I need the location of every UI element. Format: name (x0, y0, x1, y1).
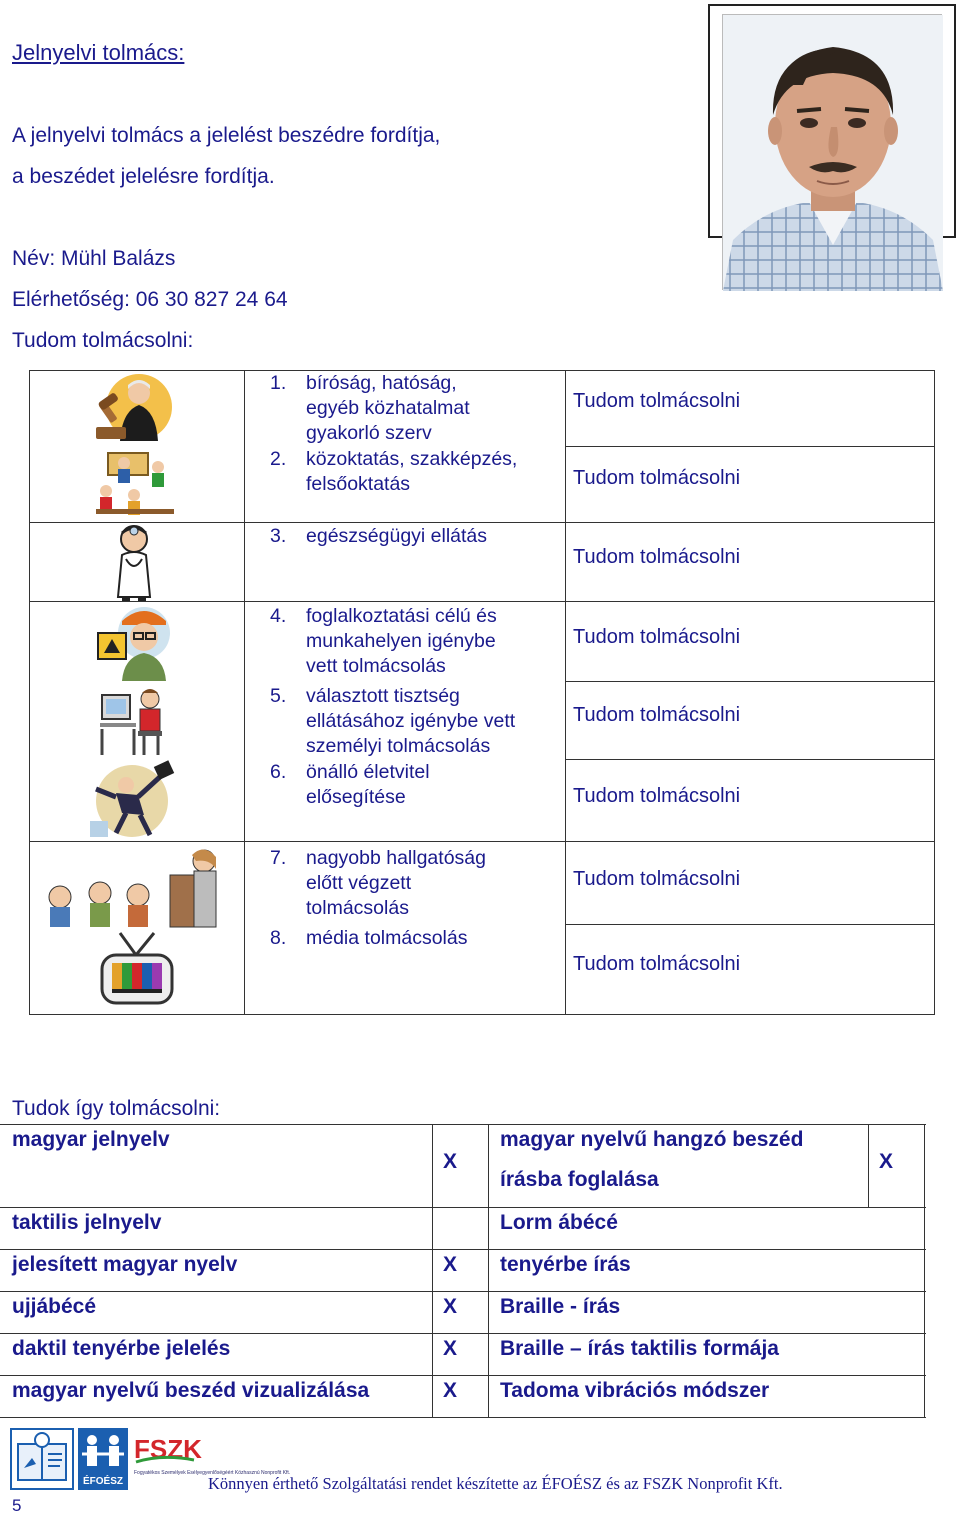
page-heading: Jelnyelvi tolmács: (12, 40, 185, 65)
intro-line-2: a beszédet jelelésre fordítja. (12, 165, 275, 188)
method-left-1: magyar jelnyelv (12, 1128, 170, 1151)
method-right-3: tenyérbe írás (500, 1253, 631, 1276)
interpreter-phone: Elérhetőség: 06 30 827 24 64 (12, 288, 288, 311)
fszk-logo-subtitle: Fogyatékos Személyek Esélyegyenlőségéért Közhasznú Nonprofit Kft. (134, 1470, 291, 1476)
method-right-4: Braille - írás (500, 1295, 621, 1318)
page-number: 5 (12, 1496, 22, 1515)
intro-line-1: A jelnyelvi tolmács a jelelést beszédre fordítja, (12, 124, 441, 147)
methods-title: Tudok így tolmácsolni: (12, 1097, 221, 1120)
doctor-icon (106, 523, 162, 606)
method-right-mark-1: X (879, 1150, 894, 1173)
jumping-man-icon (86, 759, 184, 846)
computer-user-icon (98, 683, 170, 764)
service-status-1: Tudom tolmácsolni (573, 390, 741, 412)
method-right-1-line-2: írásba foglalása (500, 1168, 659, 1191)
methods-table (0, 1124, 926, 1418)
judge-icon (94, 371, 176, 452)
service-status-3: Tudom tolmácsolni (573, 546, 741, 568)
easy-read-logo (10, 1428, 74, 1495)
method-right-6: Tadoma vibrációs módszer (500, 1379, 770, 1402)
audience-icon (46, 847, 222, 932)
tv-icon (98, 929, 176, 1014)
classroom-icon (94, 447, 176, 524)
footer-credit: Könnyen érthető Szolgáltatási rendet készítette az ÉFOÉSZ és az FSZK Nonprofit Kft. (208, 1474, 783, 1493)
fszk-logo-text: FSZK (134, 1434, 202, 1464)
service-status-4: Tudom tolmácsolni (573, 626, 741, 648)
method-left-mark-3: X (443, 1253, 458, 1276)
service-status-5: Tudom tolmácsolni (573, 704, 741, 726)
interpreter-photo (722, 14, 942, 290)
method-right-2: Lorm ábécé (500, 1211, 618, 1234)
method-left-3: jelesített magyar nyelv (12, 1253, 238, 1276)
fszk-logo (132, 1428, 291, 1495)
method-left-mark-4: X (443, 1295, 458, 1318)
method-left-5: daktil tenyérbe jelelés (12, 1337, 231, 1360)
services-label: Tudom tolmácsolni: (12, 329, 194, 352)
method-left-2: taktilis jelnyelv (12, 1211, 162, 1234)
efoesz-logo (78, 1428, 128, 1495)
service-status-6: Tudom tolmácsolni (573, 785, 741, 807)
service-status-2: Tudom tolmácsolni (573, 467, 741, 489)
method-left-6: magyar nyelvű beszéd vizualizálása (12, 1379, 370, 1402)
worker-icon (94, 603, 178, 686)
method-right-1: magyar nyelvű hangzó beszéd (500, 1128, 804, 1151)
method-left-mark-5: X (443, 1337, 458, 1360)
method-right-5: Braille – írás taktilis formája (500, 1337, 779, 1360)
method-left-mark-6: X (443, 1379, 458, 1402)
method-left-4: ujjábécé (12, 1295, 97, 1318)
interpreter-name: Név: Mühl Balázs (12, 247, 176, 270)
services-table: 1. bíróság, hatóság, egyéb közhatalmat gyakorló szerv 2. közoktatás, szakképzés, felsőoktatás 3. egészségügyi ellátás 4. foglalkoztatási célú és munkahelyen igénybe vett tolmácsolás 5. választott tisztség ellátásához igénybe vett személyi tolmácsolás 6. önálló életvitel elősegítése 7. nagyobb hallgatóság előtt végzett tolmácsolás 8. média tolmácsolás Tudom tolmácsolni Tudom tolmácsolni Tudom tolmácsolni Tudom tolmácsolni Tudom tolmácsolni Tudom tolmácsolni Tudom tolmácsolni Tudom tolmácsolni (29, 370, 935, 1015)
method-left-mark-1: X (443, 1150, 458, 1173)
efoesz-logo-text: ÉFOÉSZ (82, 1476, 124, 1487)
service-status-8: Tudom tolmácsolni (573, 953, 741, 975)
service-status-7: Tudom tolmácsolni (573, 868, 741, 890)
